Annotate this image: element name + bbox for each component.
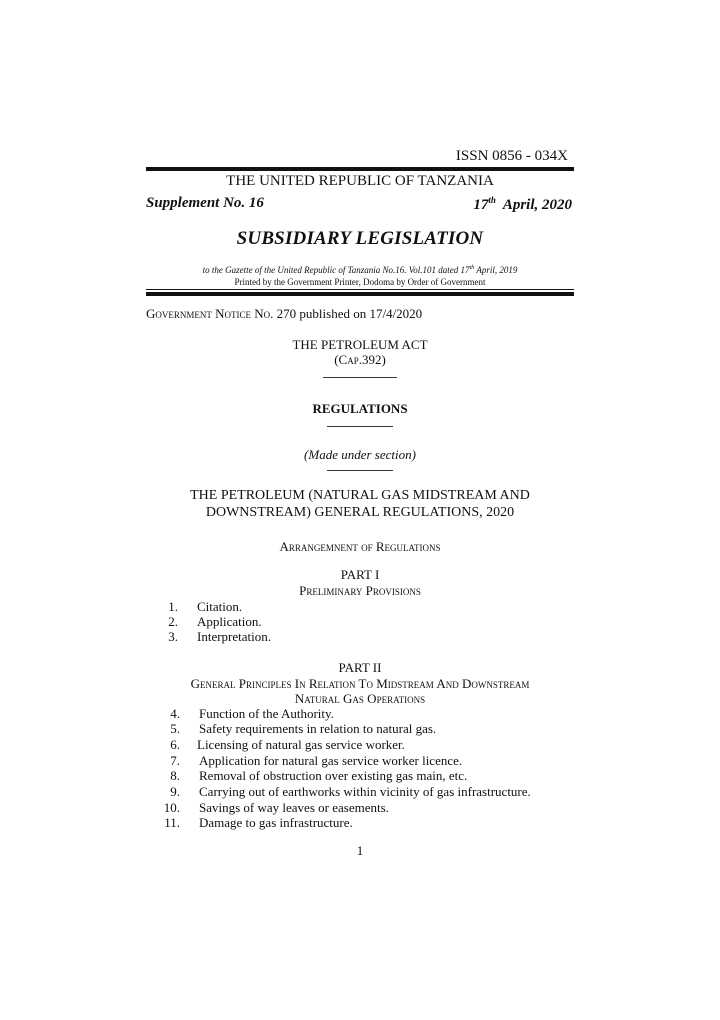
gazette-text: to the Gazette of the United Republic of Tanzania No.16. Vol.101 dated 17 [202,265,470,275]
header-rule-bottom [146,292,574,296]
printer-line: Printed by the Government Printer, Dodoma by Order of Government [234,277,486,287]
regulations-heading: REGULATIONS [312,401,408,416]
cap-number: .392) [358,352,386,367]
item-label: Function of the Authority. [199,706,334,721]
part-title: PART II [338,660,382,675]
gazette-reference [0,265,720,275]
header-rule-top [146,167,574,171]
item-number: 9. [170,784,180,799]
document-title: SUBSIDIARY LEGISLATION [236,228,484,249]
item-label: Application for natural gas service worker licence. [199,753,463,768]
item-label: Carrying out of earthworks within vicinity of gas infrastructure. [199,784,531,799]
item-label: Removal of obstruction over existing gas main, etc. [199,768,468,783]
divider [327,470,393,471]
regulations-title-line2: DOWNSTREAM) GENERAL REGULATIONS, 2020 [205,505,515,520]
item-number: 3. [168,629,178,644]
part-subtitle: General Principles In Relation To Midstream And Downstream [190,676,530,691]
notice-text: 270 published on 17/4/2020 [273,306,423,321]
part-title: PART I [340,567,380,582]
regulations-title-line1: THE PETROLEUM (NATURAL GAS MIDSTREAM AND [190,488,530,503]
item-label: Safety requirements in relation to natural gas. [199,721,437,736]
government-notice [146,306,422,322]
item-number: 10. [163,800,180,815]
gazette-suffix: th [469,265,475,271]
item-label: Interpretation. [197,629,271,644]
item-label: Licensing of natural gas service worker. [197,737,405,752]
made-under-section: (Made under section) [304,447,416,462]
divider [327,426,393,427]
divider [323,377,397,378]
item-label: Citation. [197,599,243,614]
item-label: Application. [197,614,262,629]
date-day: 17 [473,197,489,213]
part-subtitle: Preliminary Provisions [299,583,421,598]
item-label: Damage to gas infrastructure. [199,815,353,830]
supplement-number: Supplement No. 16 [146,195,264,211]
header-rule-thin [146,289,574,290]
act-chapter [0,352,720,368]
item-label: Savings of way leaves or easements. [199,800,389,815]
page-number: 1 [356,843,364,858]
part-subtitle: Natural Gas Operations [294,691,426,706]
issn-number: ISSN 0856 - 034X [455,148,568,164]
date-suffix: th [488,195,496,205]
item-number: 11. [164,815,180,830]
cap-label: Cap [338,352,359,367]
item-number: 8. [170,768,180,783]
date-rest: April, 2020 [495,197,572,213]
item-number: 4. [170,706,180,721]
gazette-text-end: April, 2019 [474,265,518,275]
item-number: 7. [170,753,180,768]
act-name: THE PETROLEUM ACT [292,337,428,352]
item-number: 2. [168,614,178,629]
arrangement-heading: Arrangemnent of Regulations [279,539,441,554]
item-number: 5. [170,721,180,736]
cap-open: ( [334,352,339,367]
item-number: 6. [170,737,180,752]
notice-label: Government Notice No. [146,306,274,321]
republic-heading: THE UNITED REPUBLIC OF TANZANIA [226,173,494,189]
gazette-date [473,195,572,214]
item-number: 1. [168,599,178,614]
